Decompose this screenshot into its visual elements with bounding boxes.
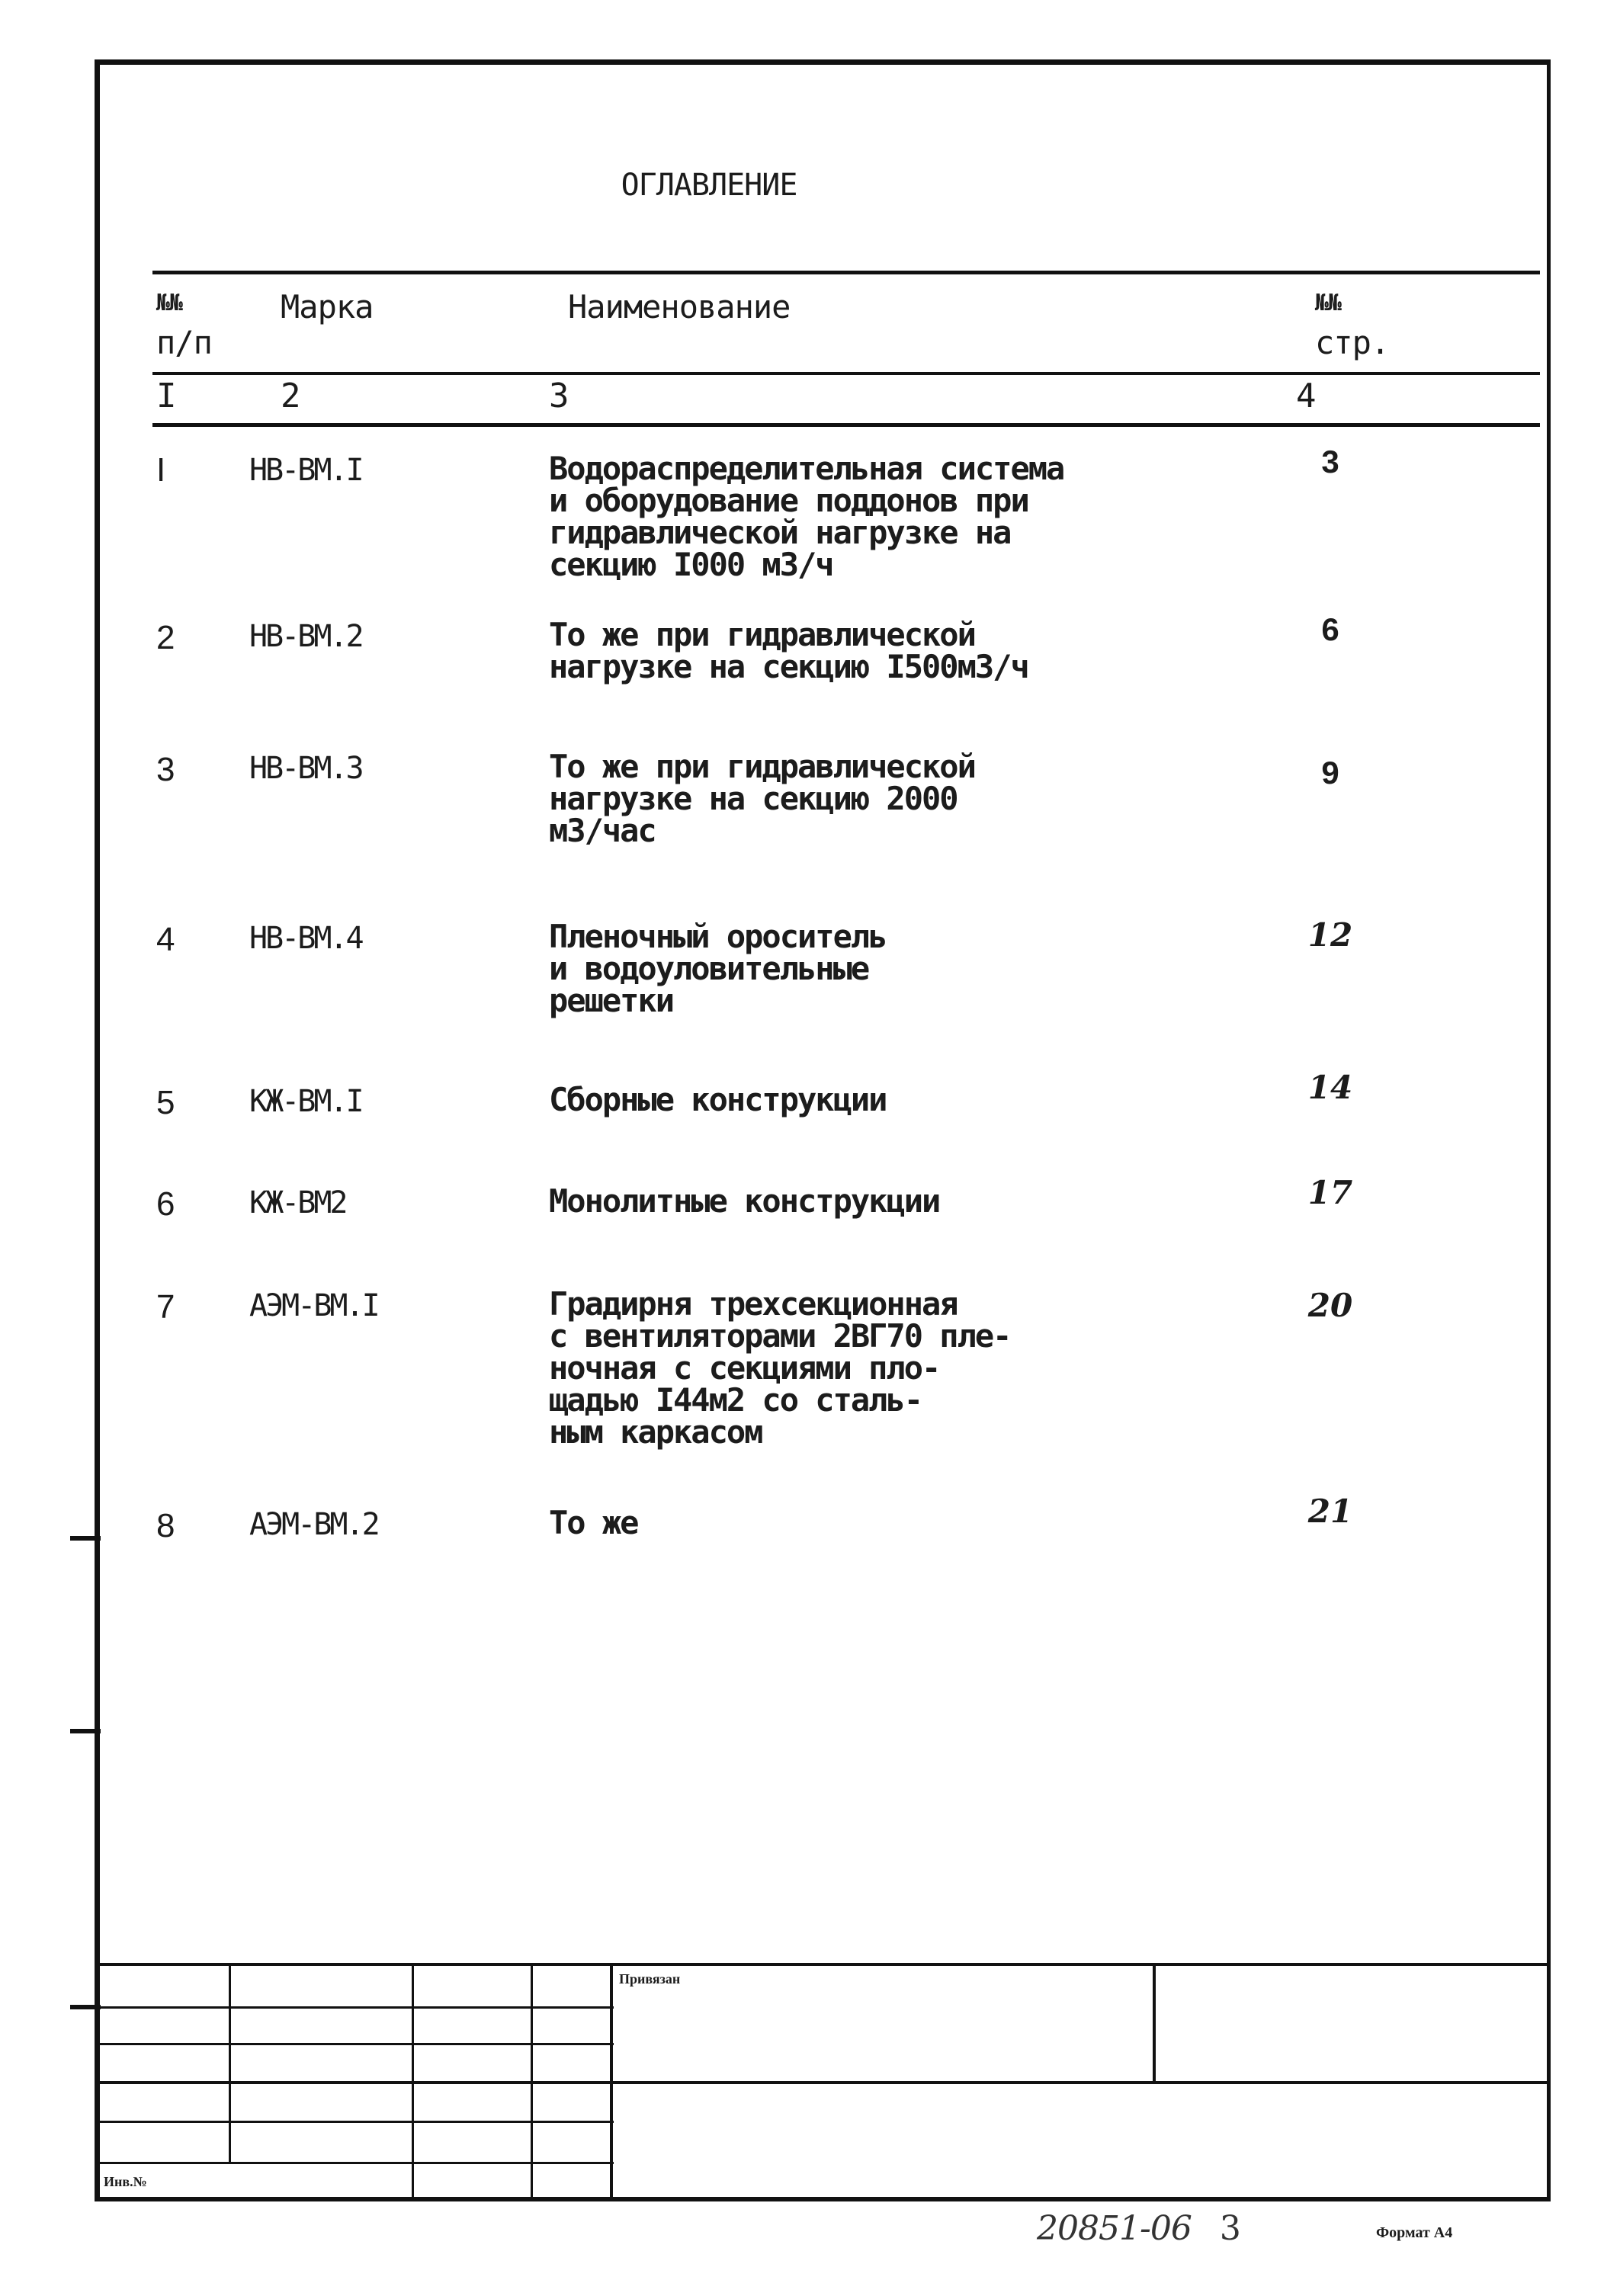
header-page-top: №№ xyxy=(1315,290,1342,316)
row-name: То же xyxy=(549,1504,638,1541)
row-mark: НВ-ВМ.2 xyxy=(249,619,362,654)
row-page: 21 xyxy=(1307,1493,1353,1530)
row-name: Водораспределительная система и оборудование поддонов при гидравлической нагрузке на секцию I000 м3/ч xyxy=(549,450,1064,583)
page-frame xyxy=(95,59,1551,2201)
header-name: Наименование xyxy=(568,288,791,325)
column-number-4: 4 xyxy=(1296,377,1317,415)
row-page: 20 xyxy=(1307,1287,1353,1324)
row-name: Пленочный ороситель и водоуловительные решетки xyxy=(549,918,887,1019)
inventory-number-label: Инв.№ xyxy=(104,2174,147,2189)
row-page: 9 xyxy=(1321,755,1339,790)
row-mark: НВ-ВМ.I xyxy=(249,453,362,488)
format-label: Формат А4 xyxy=(1376,2224,1453,2241)
row-mark: НВ-ВМ.4 xyxy=(249,921,362,956)
row-number: I xyxy=(156,451,166,489)
table-top-rule xyxy=(152,271,1540,274)
document-code xyxy=(1037,2209,1240,2248)
header-num-bottom: п/п xyxy=(156,324,212,361)
document-code-number: 20851-06 xyxy=(1037,2209,1192,2248)
header-page-bottom: стр. xyxy=(1315,324,1390,361)
row-number: 5 xyxy=(156,1084,175,1121)
row-number: 2 xyxy=(156,619,175,656)
row-number: 3 xyxy=(156,751,175,788)
row-name: Сборные конструкции xyxy=(549,1081,887,1118)
row-page: 14 xyxy=(1307,1069,1353,1106)
row-number: 6 xyxy=(156,1185,175,1223)
row-mark: НВ-ВМ.3 xyxy=(249,751,362,786)
header-mark: Марка xyxy=(281,288,374,325)
row-mark: КЖ-ВМ2 xyxy=(249,1185,346,1220)
document-title: ОГЛАВЛЕНИЕ xyxy=(621,168,797,203)
column-number-1: I xyxy=(156,377,177,415)
margin-tick xyxy=(70,2005,101,2009)
row-name: То же при гидравлической нагрузке на секцию I500м3/ч xyxy=(549,616,1028,685)
row-mark: АЭМ-ВМ.2 xyxy=(249,1507,378,1542)
row-mark: КЖ-ВМ.I xyxy=(249,1084,362,1119)
sheet-number: 3 xyxy=(1219,2209,1240,2248)
binding-label: Привязан xyxy=(619,1971,681,1987)
row-number: 4 xyxy=(156,921,175,958)
column-number-3: 3 xyxy=(549,377,569,415)
header-rule xyxy=(152,372,1540,375)
row-mark: АЭМ-ВМ.I xyxy=(249,1288,378,1323)
row-page: 3 xyxy=(1321,444,1339,479)
row-name: Монолитные конструкции xyxy=(549,1182,940,1220)
row-page: 12 xyxy=(1307,916,1353,954)
header-num-top: №№ xyxy=(156,290,183,316)
row-page: 6 xyxy=(1321,611,1339,647)
margin-tick xyxy=(70,1536,101,1541)
row-name: То же при гидравлической нагрузке на секцию 2000 м3/час xyxy=(549,748,975,849)
row-name: Градирня трехсекционная с вентиляторами 2ВГ70 пле- ночная с секциями пло- щадью I44м2 со сталь- ным каркасом xyxy=(549,1285,1011,1451)
row-number: 8 xyxy=(156,1507,175,1544)
column-numbers-rule xyxy=(152,423,1540,427)
row-page: 17 xyxy=(1307,1174,1353,1211)
row-number: 7 xyxy=(156,1288,175,1326)
margin-tick xyxy=(70,1729,101,1733)
column-number-2: 2 xyxy=(281,377,301,415)
